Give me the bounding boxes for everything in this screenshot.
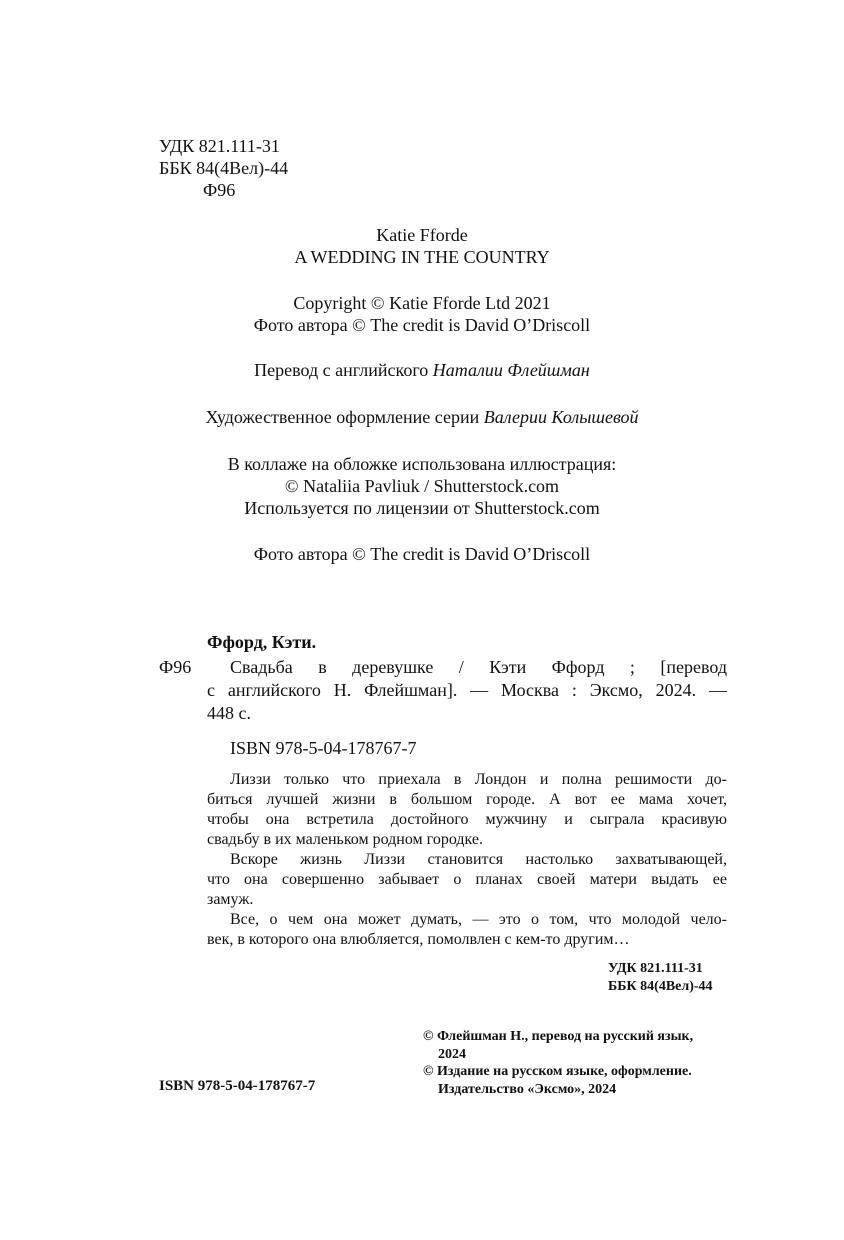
- annotation-line-7: замуж.: [207, 891, 254, 908]
- translator-name: Наталии Флейшман: [432, 360, 590, 380]
- author-sign-code: Ф96: [203, 180, 236, 200]
- footer-copyright-2-publisher: Издательство «Эксмо», 2024: [438, 1082, 617, 1097]
- catalog-line-3: 448 с.: [207, 703, 251, 723]
- footer-copyright-1-year: 2024: [438, 1047, 466, 1062]
- footer-isbn: ISBN 978-5-04-178767-7: [159, 1078, 316, 1094]
- footer-bbk: ББК 84(4Вел)-44: [608, 979, 713, 994]
- footer-copyright-2: © Издание на русском языке, оформление.: [423, 1064, 692, 1079]
- catalog-code: Ф96: [159, 657, 192, 677]
- photo-credit-2: Фото автора © The credit is David O’Driscoll: [253, 544, 591, 564]
- photo-credit: Фото автора © The credit is David O’Driscoll: [253, 315, 591, 335]
- annotation-line-5: Вскоре жизнь Лиззи становится настолько захватывающей,: [230, 851, 727, 868]
- design-credit: [0, 406, 844, 428]
- translation-prefix: Перевод с английского: [254, 360, 433, 380]
- translation-credit: [0, 359, 844, 381]
- cover-illustration-line-3: Используется по лицензии от Shutterstock.com: [244, 498, 600, 518]
- udk-code: УДК 821.111-31: [159, 136, 280, 156]
- cover-illustration-line-2: © Nataliia Pavliuk / Shutterstock.com: [284, 476, 560, 496]
- catalog-isbn: ISBN 978-5-04-178767-7: [230, 738, 417, 758]
- design-prefix: Художественное оформление серии: [205, 407, 484, 427]
- annotation-line-8: Все, о чем она может думать, — это о том, что молодой чело-: [230, 911, 727, 928]
- footer-copyright-1: © Флейшман Н., перевод на русский язык,: [423, 1029, 694, 1044]
- original-author: Katie Fforde: [376, 225, 468, 245]
- annotation-line-6: что она совершенно забывает о планах своей матери выдать ее: [207, 871, 727, 888]
- footer-udk: УДК 821.111-31: [608, 961, 703, 976]
- catalog-line-1: Свадьба в деревушке / Кэти Ффорд ; [перевод: [230, 657, 727, 677]
- designer-name: Валерии Колышевой: [483, 407, 639, 427]
- catalog-heading: Ффорд, Кэти.: [207, 632, 317, 652]
- copyright-line: Copyright © Katie Fforde Ltd 2021: [293, 293, 551, 313]
- catalog-line-2: с английского Н. Флейшман]. — Москва : Эксмо, 2024. —: [207, 680, 727, 700]
- annotation-line-4: свадьбу в их маленьком родном городке.: [207, 831, 483, 848]
- annotation-line-3: чтобы она встретила достойного мужчину и сыграла красивую: [207, 811, 727, 828]
- annotation-line-2: биться лучшей жизни в большом городе. А вот ее мама хочет,: [207, 791, 727, 808]
- annotation-line-1: Лиззи только что приехала в Лондон и полна решимости до-: [230, 771, 727, 788]
- cover-illustration-line-1: В коллаже на обложке использована иллюстрация:: [227, 454, 617, 474]
- annotation-line-9: век, в которого она влюбляется, помолвлен с кем-то другим…: [207, 931, 630, 948]
- bbk-code: ББК 84(4Вел)-44: [159, 158, 289, 178]
- original-title: A WEDDING IN THE COUNTRY: [294, 247, 550, 267]
